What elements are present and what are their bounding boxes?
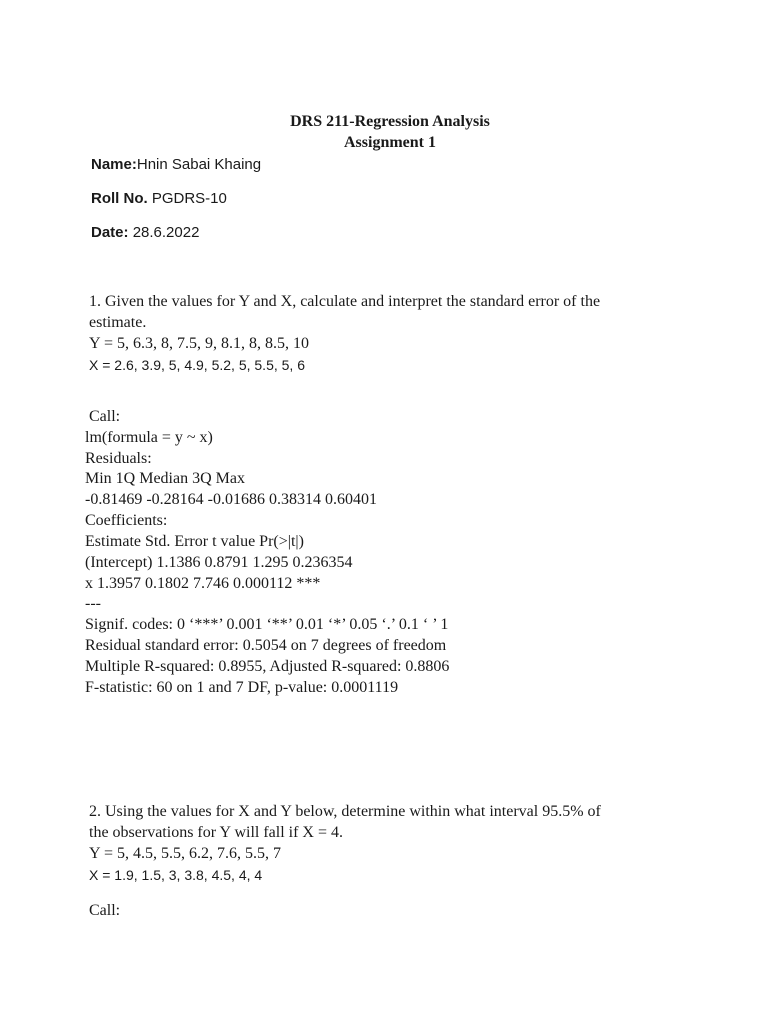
question2-line1: 2. Using the values for X and Y below, determine within what interval 95.5% of xyxy=(89,803,601,820)
roll-value: PGDRS-10 xyxy=(151,190,227,207)
date-value: 28.6.2022 xyxy=(132,224,200,241)
date-label: Date: xyxy=(91,224,129,241)
output1-residuals-header: Min 1Q Median 3Q Max xyxy=(85,470,245,487)
name-label: Name: xyxy=(91,156,137,173)
question1-x-values: X = 2.6, 3.9, 5, 4.9, 5.2, 5, 5.5, 5, 6 xyxy=(89,357,305,373)
output1-intercept-row: (Intercept) 1.1386 0.8791 1.295 0.236354 xyxy=(85,554,353,571)
date-line xyxy=(91,225,199,240)
output1-r-squared: Multiple R-squared: 0.8955, Adjusted R-squared: 0.8806 xyxy=(85,658,450,675)
output1-call-label: Call: xyxy=(89,408,121,425)
document-subtitle: Assignment 1 xyxy=(343,134,436,151)
question1-line2: estimate. xyxy=(89,314,147,331)
output1-residuals-label: Residuals: xyxy=(85,450,152,467)
roll-line xyxy=(91,191,227,206)
output1-coefficients-label: Coefficients: xyxy=(85,512,168,529)
name-value: Hnin Sabai Khaing xyxy=(136,156,262,173)
question1-line1: 1. Given the values for Y and X, calculate and interpret the standard error of the xyxy=(89,293,601,310)
question2-y-values: Y = 5, 4.5, 5.5, 6.2, 7.6, 5.5, 7 xyxy=(89,845,281,862)
output1-separator: --- xyxy=(85,595,101,612)
output1-coefficients-header: Estimate Std. Error t value Pr(>|t|) xyxy=(85,533,304,550)
output1-signif-codes: Signif. codes: 0 ‘***’ 0.001 ‘**’ 0.01 ‘*’ 0.05 ‘.’ 0.1 ‘ ’ 1 xyxy=(85,616,449,633)
question2-call-label: Call: xyxy=(89,902,121,919)
output1-f-statistic: F-statistic: 60 on 1 and 7 DF, p-value: 0.0001119 xyxy=(85,679,399,696)
output1-residual-se: Residual standard error: 0.5054 on 7 degrees of freedom xyxy=(85,637,447,654)
question2-x-values: X = 1.9, 1.5, 3, 3.8, 4.5, 4, 4 xyxy=(89,867,263,883)
question1-y-values: Y = 5, 6.3, 8, 7.5, 9, 8.1, 8, 8.5, 10 xyxy=(89,335,309,352)
name-line xyxy=(91,157,261,172)
output1-residuals-values: -0.81469 -0.28164 -0.01686 0.38314 0.60401 xyxy=(85,491,377,508)
question2-line2: the observations for Y will fall if X = 4. xyxy=(89,824,344,841)
roll-label: Roll No. xyxy=(91,190,148,207)
output1-formula: lm(formula = y ~ x) xyxy=(85,429,213,446)
output1-x-row: x 1.3957 0.1802 7.746 0.000112 *** xyxy=(85,575,321,592)
document-title: DRS 211-Regression Analysis xyxy=(290,113,490,130)
